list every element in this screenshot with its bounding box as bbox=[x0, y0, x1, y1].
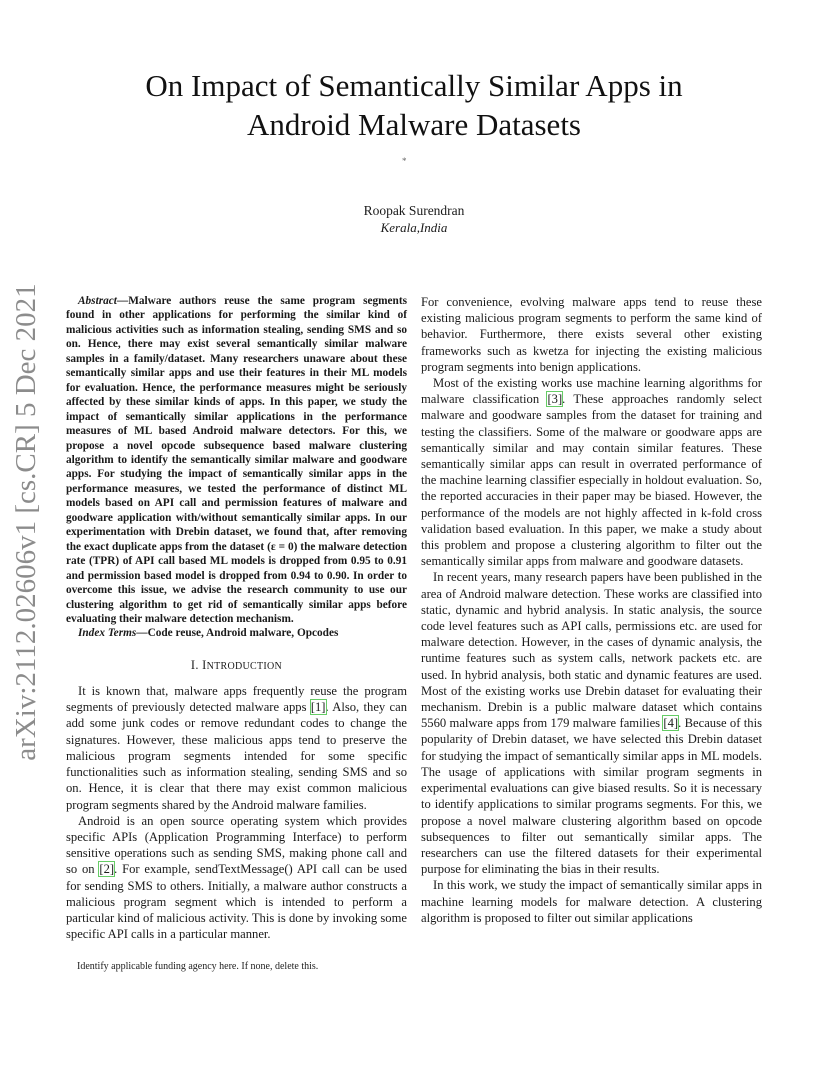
author-name: Roopak Surendran bbox=[363, 203, 465, 218]
right-column bbox=[421, 294, 762, 926]
author-affiliation: Kerala,India bbox=[380, 220, 448, 235]
left-column bbox=[66, 294, 407, 942]
index-terms-text: —Code reuse, Android malware, Opcodes bbox=[136, 627, 339, 640]
citation-link[interactable]: [4] bbox=[663, 716, 679, 731]
arxiv-stamp[interactable]: arXiv:2112.02606v1 [cs.CR] 5 Dec 2021 bbox=[10, 283, 42, 761]
paragraph-text: . Also, they can add some junk codes or remove redundant codes to change the signatures. However, these malicious apps tend to preserve the malicious program segments intended for some specific functionalities such as information stealing, sending SMS and so on. Hence, it is clear that there may exist common malicious program segments shared by the Android malware families. bbox=[66, 700, 407, 812]
abstract bbox=[66, 294, 407, 626]
citation-link[interactable]: [1] bbox=[310, 700, 326, 715]
intro-paragraph-5 bbox=[421, 569, 762, 877]
intro-paragraph-2 bbox=[66, 813, 407, 943]
intro-paragraph-1 bbox=[66, 683, 407, 813]
funding-footnote: Identify applicable funding agency here. If none, delete this. bbox=[77, 961, 319, 972]
section-number: I. bbox=[190, 657, 203, 672]
intro-paragraph-4 bbox=[421, 375, 762, 569]
paragraph-text: Android is an open source operating system which provides specific APIs (Application Programming Interface) to perform sensitive operations such as sending SMS, making phone call and so on bbox=[66, 813, 407, 877]
index-terms-label: Index Terms bbox=[78, 627, 137, 640]
title-line-1: On Impact of Semantically Similar Apps in bbox=[145, 68, 683, 103]
title-line-2: Android Malware Datasets bbox=[246, 107, 581, 142]
abstract-label: Abstract bbox=[78, 295, 117, 307]
paragraph-text: . Because of this popularity of Drebin dataset, we have selected this Drebin dataset for studying the impact of semantically similar apps in ML models. The usage of applications with similar program segments in experimental evaluations can give biased results. So it is necessary to identify applications to similar programs segments. For this, we propose a novel malware clustering algorithm based on opcode subsequences to filter out semantically similar apps. The researchers can use the filtered datasets for their experimental purpose for eliminating the bias in their results. bbox=[421, 716, 762, 877]
index-terms bbox=[66, 626, 407, 640]
paragraph-text: It is known that, malware apps frequently reuse the program segments of previously detected malware apps bbox=[66, 684, 407, 715]
citation-link[interactable]: [3] bbox=[547, 392, 563, 407]
paragraph-text: Most of the existing works use machine learning algorithms for malware classification bbox=[421, 376, 762, 407]
section-heading-introduction bbox=[66, 657, 407, 675]
paragraph-text: In recent years, many research papers have been published in the area of Android malware detection. These works are classified into static, dynamic and hybrid analysis. In static analysis, the source code level features such as API calls, permissions etc. are used for malware detection. However, in the cases of dynamic analysis, the runtime features such as system calls, network packets etc. are used. In hybrid analysis, both static and dynamic features are used. Most of the existing works use Drebin dataset for evaluating their mechanism. Drebin is a public malware dataset which contains 5560 malware apps from 179 malware families bbox=[421, 570, 762, 731]
title-footnote-mark: * bbox=[402, 156, 407, 166]
citation-link[interactable]: [2] bbox=[99, 862, 115, 877]
abstract-text: —Malware authors reuse the same program segments found in other applications for performing the similar kind of malicious activities such as information stealing, sending SMS and so on. Hence, there may exist several semantically similar malware samples in a family/dataset. Many researchers unaware about these semantically similar apps and use their features in their ML models for evaluation. Hence, the performance measures might be seriously affected by these similar kinds of apps. In this paper, we study the impact of semantically similar applications in the performance measures of ML based Android malware detectors. For this, we propose a novel opcode subsequence based malware clustering algorithm to identify the semantically similar malware and goodware apps. For studying the impact of semantically similar apps in the performance measures, we tested the performance of distinct ML models based on API call and permission features of malware and goodware application with/without semantically similar apps. In our experimentation with Drebin dataset, we found that, after removing the exact duplicate apps from the dataset (ε = 0) the malware detection rate (TPR) of API call based ML models is dropped from 0.95 to 0.91 and permission based model is dropped from 0.94 to 0.90. In order to overcome this issue, we advise the research community to use our clustering algorithm to get rid of semantically similar apps before evaluating their malware detection mechanism. bbox=[66, 295, 407, 625]
section-title-first: I bbox=[202, 657, 207, 672]
paper-title bbox=[60, 66, 768, 144]
intro-paragraph-3: For convenience, evolving malware apps tend to reuse these existing malicious program segments to perform the same kind of behavior. Furthermore, there exists several other existing frameworks such as kwetza for injecting the existing malicious program segments into benign applications. bbox=[421, 295, 762, 374]
section-title-rest: NTRODUCTION bbox=[206, 660, 283, 672]
paragraph-text: . These approaches randomly select malware and goodware samples from the dataset for training and testing the classifiers. Some of the malware or goodware apps are semantically similar and may contain similar features. These semantically similar apps can result in overrated performance of the machine learning classifier especially in holdout evaluation. So, the reported accuracies in their paper may be biased. However, the performance of the models are not highly affected in k-fold cross validation based evaluation. In this paper, we make a study about this problem and propose a clustering algorithm to filter out the semantically similar apps from malware and goodware datasets. bbox=[421, 392, 762, 569]
paragraph-text: . For example, sendTextMessage() API call can be used for sending SMS to others. Initially, a malware author constructs a malicious program segment which is intended to perform a particular kind of malicious activity. This is done by invoking some specific API calls in a particular manner. bbox=[66, 862, 407, 942]
intro-paragraph-6: In this work, we study the impact of semantically similar apps in machine learning models for malware detection. A clustering algorithm is proposed to filter out similar applications bbox=[421, 878, 762, 925]
